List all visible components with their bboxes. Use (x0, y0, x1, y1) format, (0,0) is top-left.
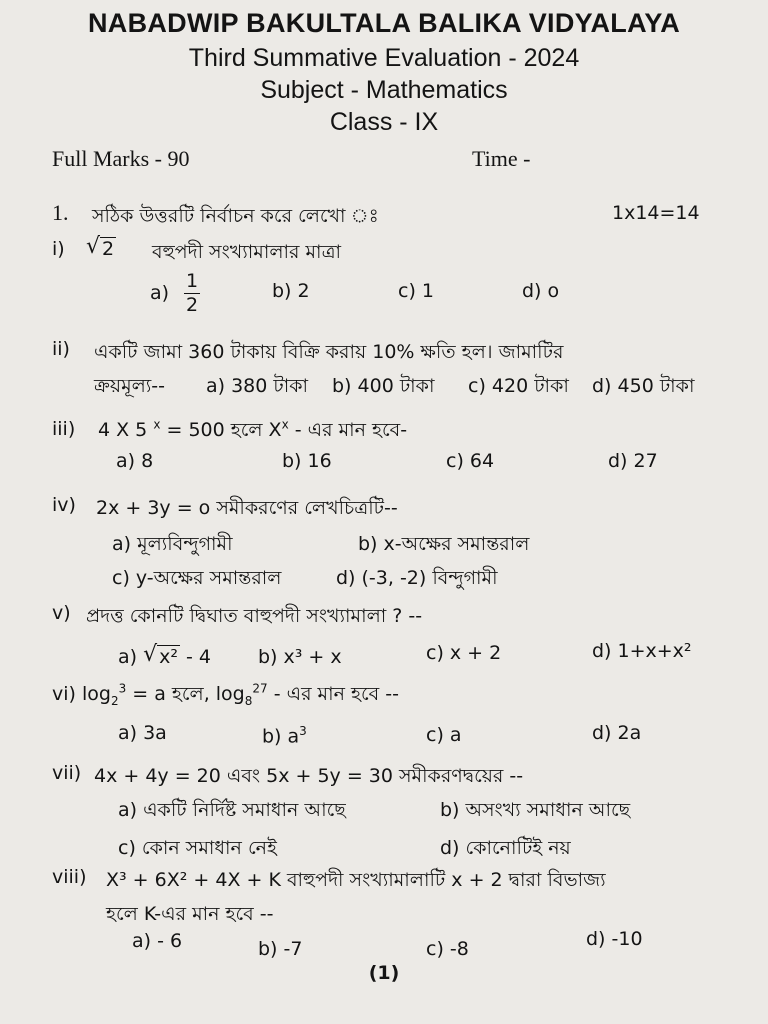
question-number: vi) (52, 683, 76, 705)
option-b: b) অসংখ্য সমাধান আছে (440, 799, 631, 821)
section-number: 1. (52, 200, 69, 225)
option-c: c) 64 (446, 450, 495, 472)
question-text-continued: ক্রয়মূল্য-- (94, 375, 166, 397)
subject-line: Subject - Mathematics (260, 76, 508, 104)
option-a: a) একটি নির্দিষ্ট সমাধান আছে (118, 799, 346, 821)
option-a: a) 3a (118, 722, 167, 744)
fraction (184, 272, 200, 315)
question-number: vii) (52, 762, 82, 784)
fraction-denominator: 2 (186, 294, 199, 316)
section-instruction: সঠিক উত্তরটি নির্বাচন করে লেখো ঃ (92, 205, 379, 227)
log-argument: 27 (252, 681, 268, 696)
option-c: c) 420 টাকা (468, 375, 569, 397)
question-number: iii) (52, 418, 76, 440)
option-a-label: a) (150, 282, 170, 304)
option-b (262, 724, 307, 747)
option-b: b) x³ + x (258, 646, 342, 668)
option-a: a) √ x² - 4 (118, 642, 212, 668)
question-text: X³ + 6X² + 4X + K বাহুপদী সংখ্যামালাটি x + 2 দ্বারা বিভাজ্য (106, 869, 606, 891)
log-argument: 3 (118, 681, 127, 696)
option-b: b) -7 (258, 938, 303, 960)
question-text: প্রদত্ত কোনটি দ্বিঘাত বাহুপদী সংখ্যামালা ? -- (86, 605, 423, 627)
expr-post: - এর মান হবে -- (273, 683, 399, 705)
option-b: b) x-অক্ষের সমান্তরাল (358, 533, 530, 555)
option-c: c) কোন সমাধান নেই (118, 837, 277, 859)
option-c: c) a (426, 724, 462, 746)
option-d: d) 27 (608, 450, 658, 472)
question-text: 4x + 4y = 20 এবং 5x + 5y = 30 সমীকরণদ্বয়ের -- (94, 765, 524, 787)
question-text: একটি জামা 360 টাকায় বিক্রি করায় 10% ক্ষতি হল। জামাটির (94, 341, 564, 363)
option-b: b) 2 (272, 280, 310, 302)
question-text-continued: হলে K-এর মান হবে -- (106, 903, 274, 925)
class-line: Class - IX (329, 108, 439, 136)
school-name: NABADWIP BAKULTALA BALIKA VIDYALAYA (87, 8, 681, 38)
option-a: a) 380 টাকা (206, 375, 309, 397)
option-c: c) y-অক্ষের সমান্তরাল (112, 567, 282, 589)
question-text (52, 680, 399, 712)
expr-post: - এর মান হবে- (294, 419, 408, 441)
option-b: b) 400 টাকা (332, 375, 435, 397)
option-b: b) 16 (282, 450, 332, 472)
time-label: Time - (472, 146, 531, 171)
question-text (98, 416, 407, 448)
option-d: d) 2a (592, 722, 642, 744)
option-d: d) (-3, -2) বিন্দুগামী (336, 567, 498, 589)
full-marks: Full Marks - 90 (52, 146, 190, 171)
option-a: a) - 6 (132, 930, 183, 952)
option-d: d) কোনোটিই নয় (440, 837, 571, 859)
option-d: d) 450 টাকা (592, 375, 695, 397)
question-number: viii) (52, 866, 87, 888)
option-a: a) মূল্যবিন্দুগামী (112, 533, 233, 555)
radicand: x² (159, 646, 178, 668)
log-term: log (81, 683, 111, 705)
option-a-label: a) (118, 646, 138, 668)
option-b-text: b) a (262, 725, 300, 748)
question-number: v) (52, 602, 71, 624)
fraction-numerator: 1 (186, 270, 199, 292)
option-c: c) x + 2 (426, 642, 502, 664)
option-a-tail: - 4 (186, 646, 212, 668)
question-text: বহুপদী সংখ্যামালার মাত্রা (152, 241, 342, 263)
option-c: c) -8 (426, 938, 469, 960)
expr-mid: = a হলে, log (132, 683, 245, 705)
section-marks: 1x14=14 (612, 202, 700, 224)
log-base: 2 (110, 693, 119, 708)
question-text: 2x + 3y = o সমীকরণের লেখচিত্রটি-- (96, 497, 398, 519)
expr-base: 4 X 5 (98, 419, 148, 441)
question-number: ii) (52, 338, 70, 360)
option-d: d) 1+x+x² (592, 640, 692, 662)
question-number: iv) (52, 494, 76, 516)
page-number: (1) (368, 962, 400, 984)
question-number: i) (52, 238, 65, 260)
expr-mid: = 500 হলে X (166, 419, 282, 441)
sqrt-expression: √ 2 (86, 234, 115, 260)
radicand: 2 (102, 238, 115, 260)
exponent: 3 (299, 724, 307, 738)
option-a: a) 8 (116, 450, 154, 472)
option-c: c) 1 (398, 280, 434, 302)
exponent: x (281, 417, 289, 432)
exam-title: Third Summative Evaluation - 2024 (188, 44, 580, 72)
option-d: d) -10 (586, 928, 643, 950)
log-base: 8 (244, 693, 253, 708)
option-d: d) o (522, 280, 560, 302)
exponent: x (153, 417, 161, 432)
